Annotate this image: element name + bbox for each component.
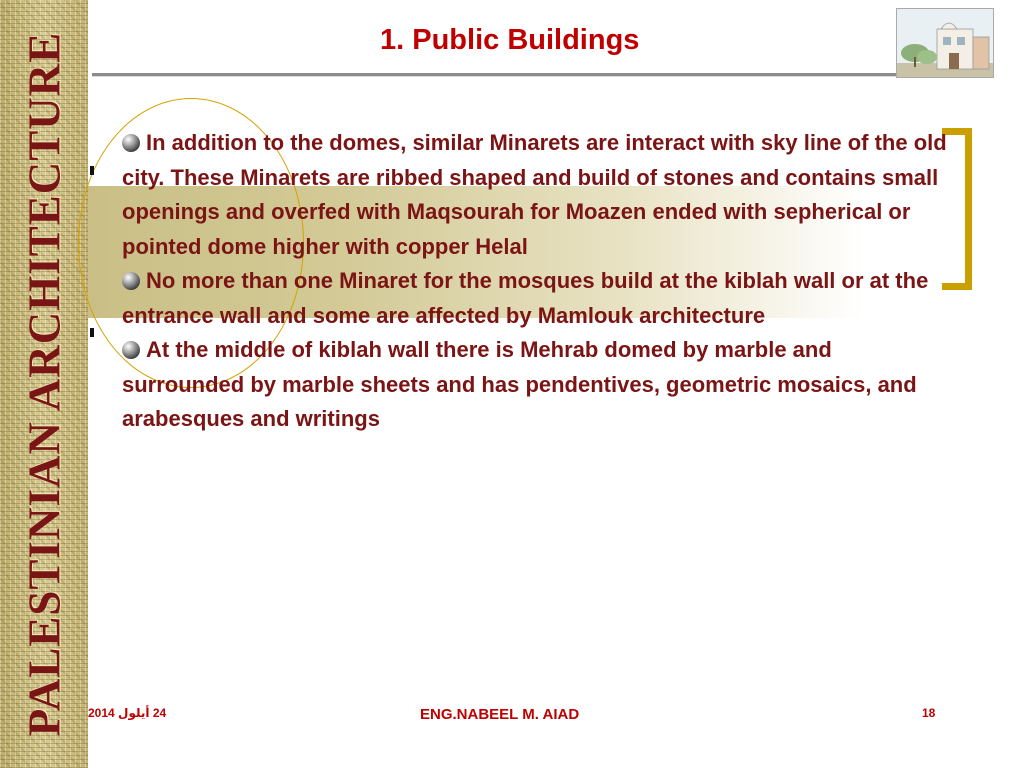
bullet-sphere-icon — [122, 341, 140, 359]
sidebar-title: PALESTINIAN ARCHITECTURE — [19, 31, 69, 737]
footer-author: ENG.NABEEL M. AIAD — [420, 706, 580, 723]
page-number: 18 — [922, 706, 936, 720]
bullet-text-1: In addition to the domes, similar Minarets are interact with sky line of the old city. These Minarets are ribbed shaped and build of stones and contains small openings and overfed with Maqsourah for Moazen ended with sepherical or pointed dome higher with copper Helal — [122, 130, 947, 259]
bullet-text-3: At the middle of kiblah wall there is Mehrab domed by marble and surrounded by marble sheets and has pendentives, geometric mosaics, and arabesques and writings — [122, 337, 917, 431]
slide-body — [122, 126, 954, 437]
bullet-sphere-icon — [122, 134, 140, 152]
decorative-tick — [90, 328, 94, 337]
bullet-sphere-icon — [122, 272, 140, 290]
sidebar-title-container — [0, 0, 88, 768]
building-thumbnail-image — [896, 8, 994, 78]
bullet-paragraph-3 — [122, 333, 954, 437]
bullet-paragraph-2 — [122, 264, 954, 333]
bullet-text-2: No more than one Minaret for the mosques build at the kiblah wall or at the entrance wall and some are affected by Mamlouk architecture — [122, 268, 929, 328]
page-title: 1. Public Buildings — [380, 24, 640, 56]
title-divider-shadow — [92, 76, 902, 77]
decorative-tick — [90, 166, 94, 175]
bullet-paragraph-1 — [122, 126, 954, 264]
footer-date: 24 أيلول 2014 — [88, 706, 167, 720]
